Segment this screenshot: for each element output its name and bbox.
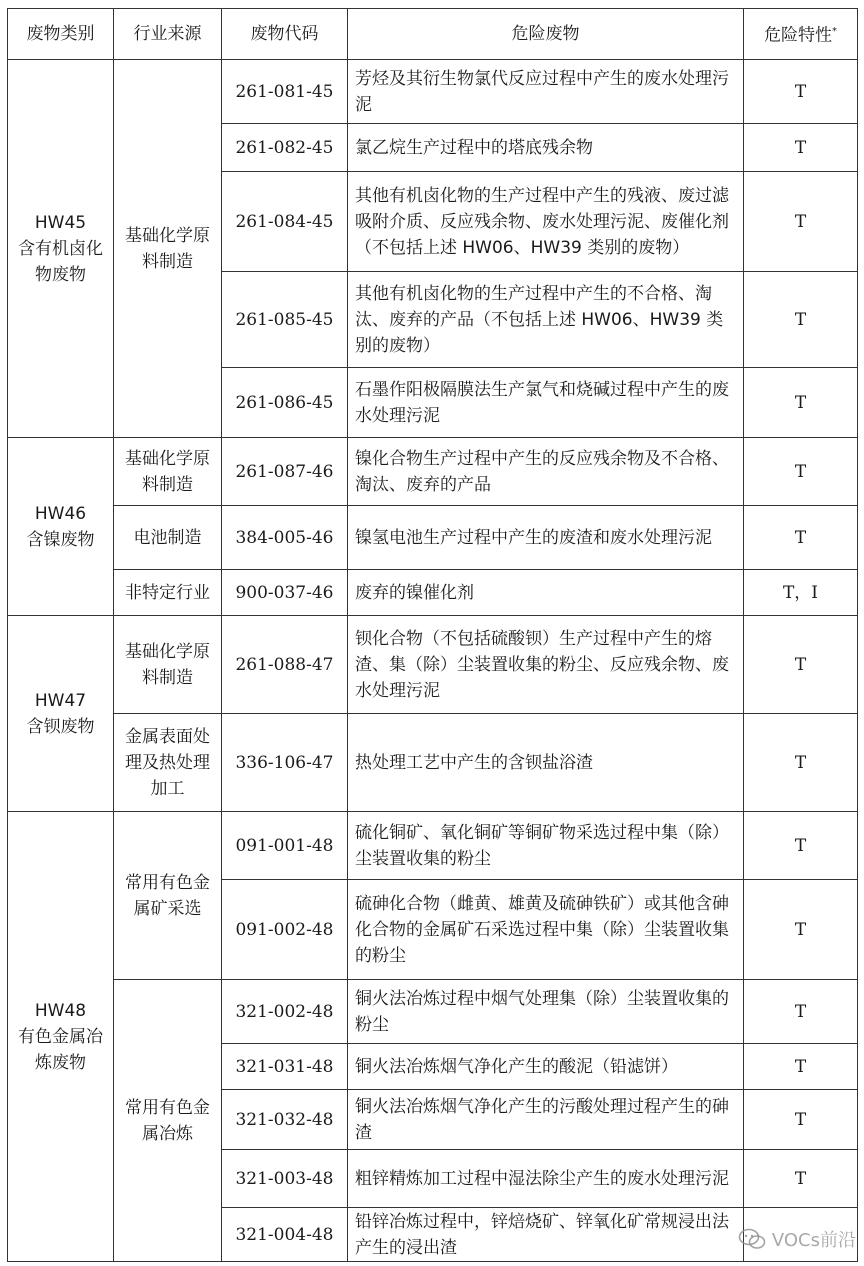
header-waste: 危险废物: [348, 9, 744, 60]
header-property-label: 危险特性: [764, 25, 832, 46]
waste-description: 粗锌精炼加工过程中湿法除尘产生的废水处理污泥: [348, 1150, 744, 1208]
category-name-line: 物废物: [35, 264, 86, 285]
waste-description: 废弃的镍催化剂: [348, 570, 744, 616]
source-cell: [114, 616, 222, 714]
hazard-property: T: [744, 1090, 858, 1150]
header-source: 行业来源: [114, 9, 222, 60]
category-cell-hw46: [8, 438, 114, 616]
waste-description: 铜火法冶炼过程中烟气处理集（除）尘装置收集的粉尘: [348, 980, 744, 1044]
source-line: 基础化学原: [125, 641, 210, 662]
table-row: [8, 812, 858, 880]
hazard-property: T: [744, 438, 858, 506]
waste-description: 镍化合物生产过程中产生的反应残余物及不合格、淘汰、废弃的产品: [348, 438, 744, 506]
waste-code: 261-087-46: [222, 438, 348, 506]
source-cell: 电池制造: [114, 506, 222, 570]
hazard-property: T: [744, 506, 858, 570]
waste-description: 其他有机卤化物的生产过程中产生的不合格、淘汰、废弃的产品（不包括上述 HW06、HW39 类别的废物）: [348, 272, 744, 368]
waste-code: 321-004-48: [222, 1208, 348, 1262]
source-line: 属矿采选: [133, 898, 202, 919]
table-row: [8, 438, 858, 506]
category-name-line: 有色金属冶: [18, 1026, 103, 1047]
hazard-property: T: [744, 880, 858, 980]
waste-code: 900-037-46: [222, 570, 348, 616]
waste-description: 氯乙烷生产过程中的塔底残余物: [348, 124, 744, 172]
category-code: HW48: [34, 1000, 87, 1021]
hazard-property: T: [744, 1044, 858, 1090]
category-name-line: 含有机卤化: [18, 238, 103, 259]
waste-description: 铜火法冶炼烟气净化产生的酸泥（铅滤饼）: [348, 1044, 744, 1090]
waste-code: 384-005-46: [222, 506, 348, 570]
waste-description: 热处理工艺中产生的含钡盐浴渣: [348, 714, 744, 812]
hazard-property: T: [744, 272, 858, 368]
header-code: 废物代码: [222, 9, 348, 60]
source-line: 常用有色金: [125, 872, 210, 893]
waste-code: 261-085-45: [222, 272, 348, 368]
table-row: [8, 60, 858, 124]
hazard-property: T: [744, 980, 858, 1044]
table-row: [8, 570, 858, 616]
waste-code: 261-086-45: [222, 368, 348, 438]
source-cell: [114, 980, 222, 1262]
category-code: HW46: [34, 503, 87, 524]
source-line: 料制造: [142, 667, 193, 688]
waste-code: 261-082-45: [222, 124, 348, 172]
waste-code: 261-084-45: [222, 172, 348, 272]
source-line: 料制造: [142, 251, 193, 272]
category-code: HW45: [34, 212, 87, 233]
source-line: 基础化学原: [125, 225, 210, 246]
source-line: 基础化学原: [125, 448, 210, 469]
header-property: [744, 9, 858, 60]
waste-description: 石墨作阳极隔膜法生产氯气和烧碱过程中产生的废水处理污泥: [348, 368, 744, 438]
waste-description: 铜火法冶炼烟气净化产生的污酸处理过程产生的砷渣: [348, 1090, 744, 1150]
category-cell-hw45: [8, 60, 114, 438]
hazard-property: T: [744, 368, 858, 438]
hazardous-waste-table: [7, 8, 858, 1262]
source-cell: [114, 714, 222, 812]
category-name-line: 含镍废物: [26, 529, 95, 550]
source-cell: 非特定行业: [114, 570, 222, 616]
category-name-line: 炼废物: [35, 1052, 86, 1073]
table-row: [8, 980, 858, 1044]
waste-description: 硫化铜矿、氧化铜矿等铜矿物采选过程中集（除）尘装置收集的粉尘: [348, 812, 744, 880]
table-row: [8, 506, 858, 570]
category-code: HW47: [34, 690, 87, 711]
header-category: 废物类别: [8, 9, 114, 60]
source-cell: [114, 812, 222, 980]
hazard-property: T: [744, 616, 858, 714]
waste-code: 321-003-48: [222, 1150, 348, 1208]
hazard-property: T: [744, 172, 858, 272]
source-line: 常用有色金: [125, 1097, 210, 1118]
hazard-property: T，I: [744, 570, 858, 616]
waste-description: 镍氢电池生产过程中产生的废渣和废水处理污泥: [348, 506, 744, 570]
waste-code: 261-081-45: [222, 60, 348, 124]
wechat-icon: [738, 1228, 766, 1250]
category-cell-hw47: [8, 616, 114, 812]
source-cell: [114, 60, 222, 438]
waste-description: 钡化合物（不包括硫酸钡）生产过程中产生的熔渣、集（除）尘装置收集的粉尘、反应残余物、废水处理污泥: [348, 616, 744, 714]
waste-code: 336-106-47: [222, 714, 348, 812]
waste-description: 硫砷化合物（雌黄、雄黄及硫砷铁矿）或其他含砷化合物的金属矿石采选过程中集（除）尘装置收集的粉尘: [348, 880, 744, 980]
category-cell-hw48: [8, 812, 114, 1262]
category-name-line: 含钡废物: [26, 716, 95, 737]
waste-code: 321-002-48: [222, 980, 348, 1044]
table-row: [8, 616, 858, 714]
hazard-property: T: [744, 124, 858, 172]
hazard-property: T: [744, 812, 858, 880]
table-row: [8, 714, 858, 812]
source-line: 加工: [150, 778, 185, 799]
source-line: 属冶炼: [142, 1123, 193, 1144]
waste-code: 091-002-48: [222, 880, 348, 980]
waste-description: 铅锌冶炼过程中，锌焙烧矿、锌氧化矿常规浸出法产生的浸出渣: [348, 1208, 744, 1262]
header-row: [8, 9, 858, 60]
hazard-property: T: [744, 1150, 858, 1208]
waste-code: 261-088-47: [222, 616, 348, 714]
waste-code: 091-001-48: [222, 812, 348, 880]
waste-code: 321-031-48: [222, 1044, 348, 1090]
waste-description: 芳烃及其衍生物氯代反应过程中产生的废水处理污泥: [348, 60, 744, 124]
waste-description: 其他有机卤化物的生产过程中产生的残液、废过滤吸附介质、反应残余物、废水处理污泥、废催化剂（不包括上述 HW06、HW39 类别的废物）: [348, 172, 744, 272]
hazard-property: T: [744, 60, 858, 124]
source-line: 理及热处理: [125, 752, 210, 773]
watermark: [738, 1226, 856, 1252]
hazard-property: T: [744, 714, 858, 812]
source-line: 料制造: [142, 474, 193, 495]
waste-code: 321-032-48: [222, 1090, 348, 1150]
source-cell: [114, 438, 222, 506]
source-line: 金属表面处: [125, 726, 210, 747]
watermark-text: VOCs前沿: [771, 1230, 856, 1251]
header-property-mark: *: [832, 26, 837, 38]
